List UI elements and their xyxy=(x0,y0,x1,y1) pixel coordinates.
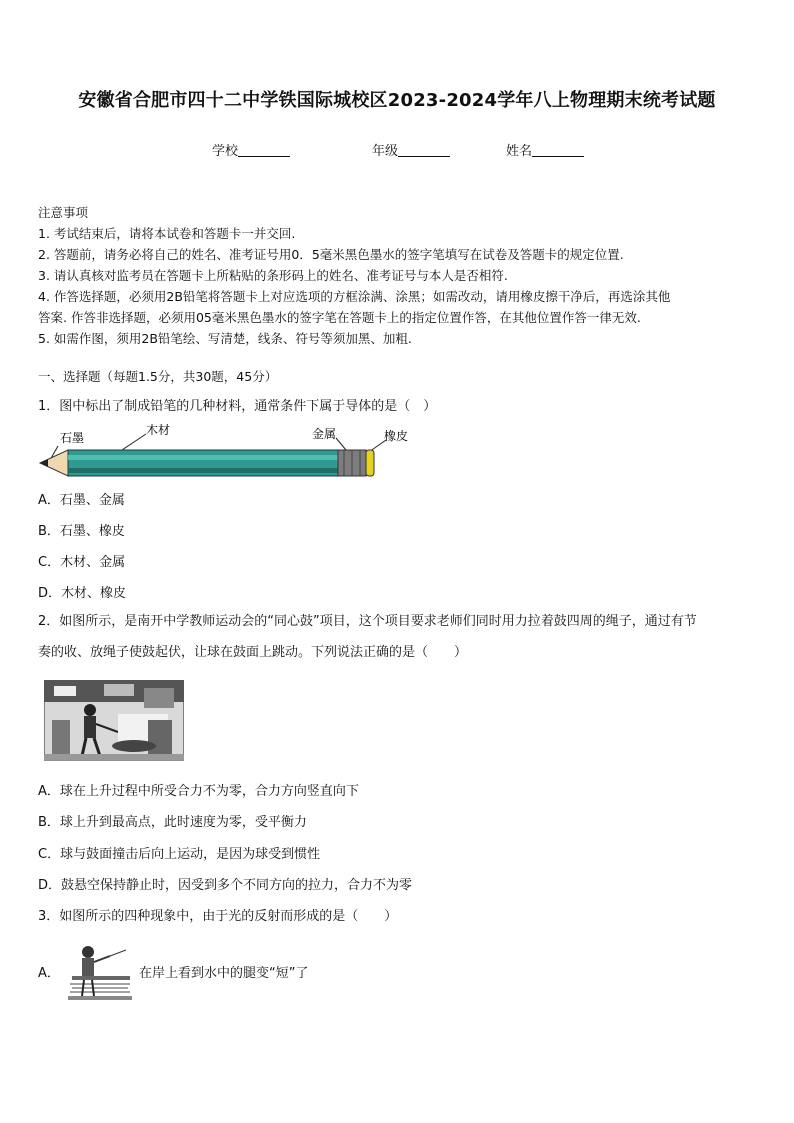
school-label: 学校 xyxy=(212,144,239,159)
pencil-figure xyxy=(36,420,416,482)
notice-heading: 注意事项 xyxy=(38,205,89,220)
grade-label: 年级 xyxy=(372,144,399,159)
section-heading: 一、选择题（每题1.5分，共30题，45分） xyxy=(38,369,278,384)
drum-game-photo xyxy=(44,680,184,762)
question-2-stem-line1: 2．如图所示，是南开中学教师运动会的“同心鼓”项目，这个项目要求老师们同时用力拉着鼓四周的绳子，通过有节 xyxy=(38,614,697,629)
q3-option-a-letter[interactable]: A． xyxy=(38,966,60,981)
label-rubber: 橡皮 xyxy=(384,429,409,443)
school-field xyxy=(212,140,290,159)
q1-option-d[interactable]: D．木材、橡皮 xyxy=(38,586,127,601)
metal-pointer xyxy=(336,438,346,450)
notice-item: 1. 考试结束后，请将本试卷和答题卡一并交回. xyxy=(38,226,296,241)
label-metal: 金属 xyxy=(312,427,337,441)
school-blank[interactable] xyxy=(238,144,290,157)
q2-option-b[interactable]: B．球上升到最高点，此时速度为零，受平衡力 xyxy=(38,815,307,830)
pencil-highlight xyxy=(68,455,338,460)
pencil-shadow xyxy=(68,468,338,473)
notice-item: 答案. 作答非选择题，必须用05毫米黑色墨水的签字笔在答题卡上的指定位置作答，在其他位置作答一律无效. xyxy=(38,310,641,325)
pencil-graphite-tip xyxy=(40,459,48,467)
label-wood: 木材 xyxy=(146,423,171,437)
label-graphite: 石墨 xyxy=(60,431,85,445)
grade-blank[interactable] xyxy=(398,144,450,157)
q1-option-b[interactable]: B．石墨、橡皮 xyxy=(38,524,125,539)
q2-option-a[interactable]: A．球在上升过程中所受合力不为零，合力方向竖直向下 xyxy=(38,784,359,799)
question-2-stem-line2: 奏的收、放绳子使鼓起伏，让球在鼓面上跳动。下列说法正确的是（ ） xyxy=(38,645,468,660)
q2-option-c[interactable]: C．球与鼓面撞击后向上运动，是因为球受到惯性 xyxy=(38,847,321,862)
page-title: 安徽省合肥市四十二中学铁国际城校区2023-2024学年八上物理期末统考试题 xyxy=(78,90,716,111)
name-field xyxy=(506,140,584,159)
name-label: 姓名 xyxy=(506,144,533,159)
notice-item: 2. 答题前，请务必将自己的姓名、准考证号用0．5毫米黑色墨水的签字笔填写在试卷及答题卡的规定位置. xyxy=(38,247,624,262)
q1-option-a[interactable]: A．石墨、金属 xyxy=(38,493,125,508)
wood-pointer xyxy=(122,434,146,450)
question-3-stem: 3．如图所示的四种现象中，由于光的反射而形成的是（ ） xyxy=(38,909,398,924)
notice-block xyxy=(38,202,763,349)
water-leg-picture xyxy=(66,942,134,1002)
q3-option-a-text[interactable]: 在岸上看到水中的腿变“短”了 xyxy=(139,966,309,981)
q2-option-d[interactable]: D．鼓悬空保持静止时，因受到多个不同方向的拉力，合力不为零 xyxy=(38,878,413,893)
grade-field xyxy=(372,140,450,159)
question-2-stem xyxy=(38,606,763,668)
name-blank[interactable] xyxy=(532,144,584,157)
question-1-stem: 1．图中标出了制成铅笔的几种材料，通常条件下属于导体的是（ ） xyxy=(38,399,437,414)
q1-option-c[interactable]: C．木材、金属 xyxy=(38,555,126,570)
notice-item: 5. 如需作图，须用2B铅笔绘、写清楚，线条、符号等须加黑、加粗. xyxy=(38,331,412,346)
notice-item: 3. 请认真核对监考员在答题卡上所粘贴的条形码上的姓名、准考证号与本人是否相符. xyxy=(38,268,508,283)
notice-item: 4. 作答选择题，必须用2B铅笔将答题卡上对应选项的方框涂满、涂黑；如需改动，请用橡皮擦干净后，再选涂其他 xyxy=(38,289,671,304)
pencil-rubber xyxy=(366,450,374,476)
